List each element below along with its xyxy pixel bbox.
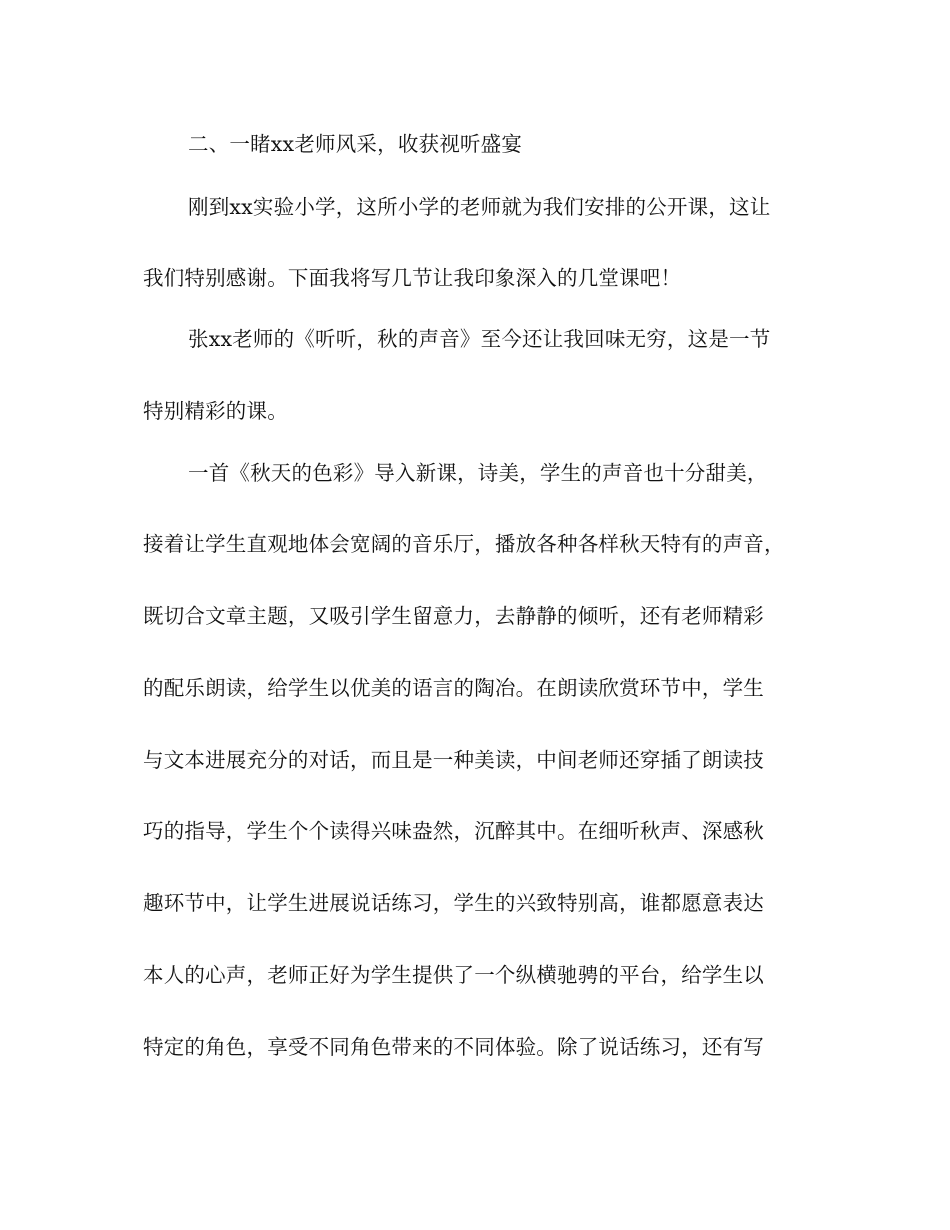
paragraph-line: 本人的心声，老师正好为学生提供了一个纵横驰骋的平台，给学生以	[143, 963, 764, 987]
paragraph-line: 刚到xx实验小学，这所小学的老师就为我们安排的公开课，这让	[188, 195, 771, 219]
paragraph-line: 巧的指导，学生个个读得兴味盎然，沉醉其中。在细听秋声、深感秋	[143, 819, 764, 843]
paragraph-line: 特别精彩的课。	[143, 399, 288, 423]
paragraph-line: 既切合文章主题，又吸引学生留意力，去静静的倾听，还有老师精彩	[143, 604, 764, 628]
section-heading: 二、一睹xx老师风采，收获视听盛宴	[188, 132, 523, 156]
paragraph-line: 一首《秋天的色彩》导入新课，诗美，学生的声音也十分甜美，	[188, 461, 768, 485]
paragraph-line: 趣环节中，让学生进展说话练习，学生的兴致特别高，谁都愿意表达	[143, 891, 764, 915]
paragraph-line: 张xx老师的《听听，秋的声音》至今还让我回味无穷，这是一节	[188, 327, 771, 351]
paragraph-line: 的配乐朗读，给学生以优美的语言的陶冶。在朗读欣赏环节中，学生	[143, 676, 764, 700]
paragraph-line: 接着让学生直观地体会宽阔的音乐厅，播放各种各样秋天特有的声音，	[143, 532, 785, 556]
paragraph-line: 特定的角色，享受不同角色带来的不同体验。除了说话练习，还有写	[143, 1035, 764, 1059]
paragraph-line: 我们特别感谢。下面我将写几节让我印象深入的几堂课吧！	[143, 266, 682, 290]
paragraph-line: 与文本进展充分的对话，而且是一种美读，中间老师还穿插了朗读技	[143, 748, 764, 772]
